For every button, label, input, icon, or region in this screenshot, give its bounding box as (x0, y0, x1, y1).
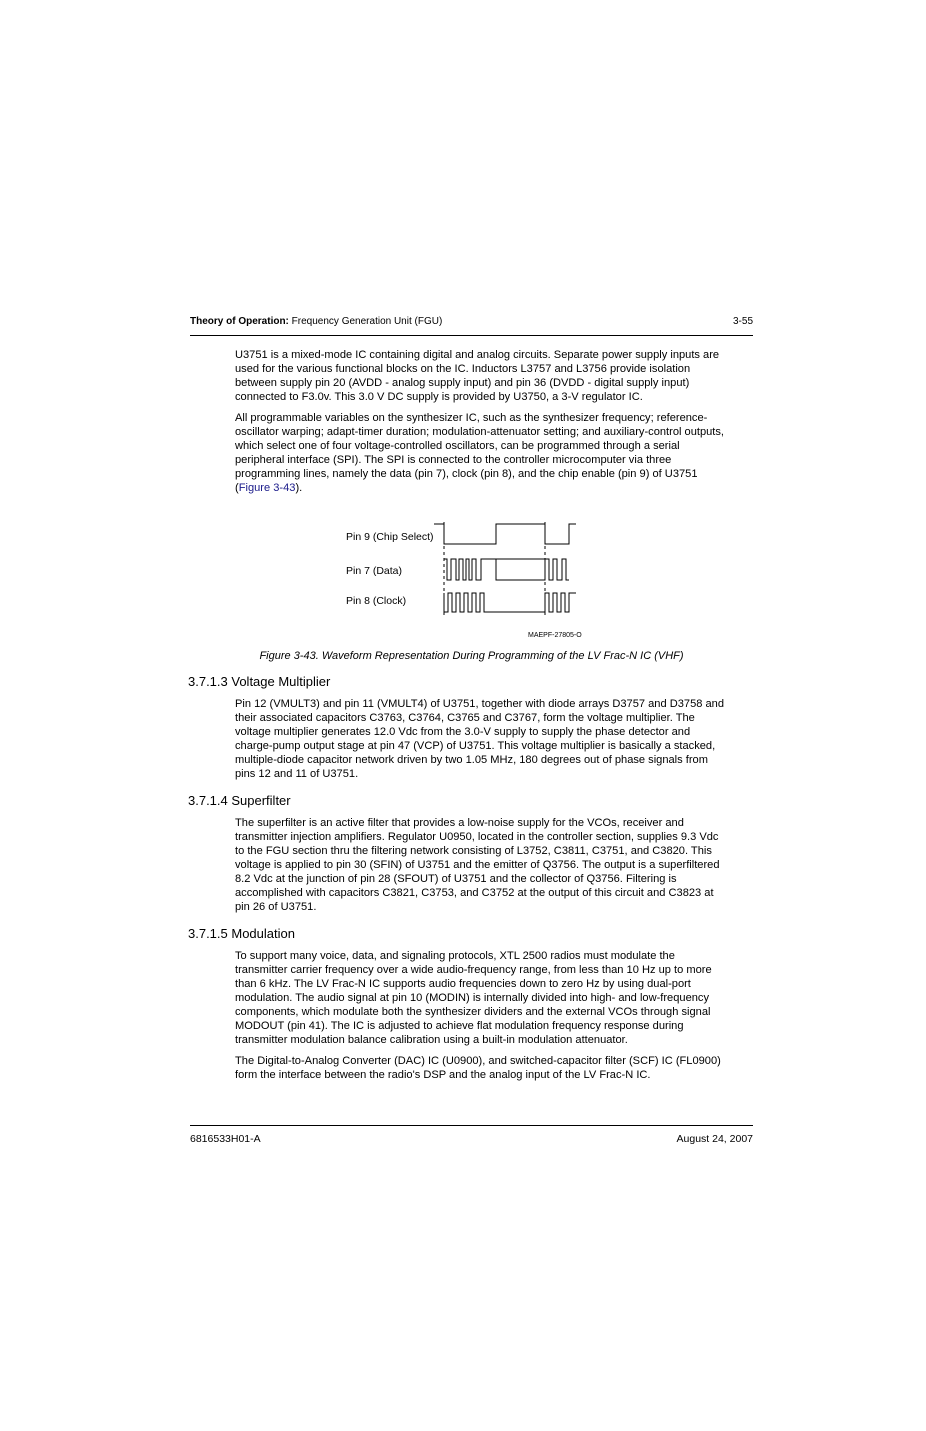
heading-superfilter: 3.7.1.4 Superfilter (188, 793, 291, 808)
intro-paragraph-2-end: ). (295, 482, 303, 494)
superfilter-body: The superfilter is an active filter that provides a low-noise supply for the VCOs, receiver and transmitter injection amplifiers. Regulator U0950, located in the controller section, supplies 9.3 Vdc to the FGU section thru the filtering network consisting of L3752, C3811, C3751, and C3820. This voltage is applied to pin 30 (SFIN) of U3751 and the emitter of Q3756. The output is a superfiltered 8.2 Vdc at the junction of pin 28 (SFOUT) of U3751 and the collector of Q3756. Filtering is accomplished with capacitors C3821, C3753, and C3752 at the output of this circuit and C3823 at pin 26 of U3751. (235, 817, 720, 913)
voltage-multiplier-body: Pin 12 (VMULT3) and pin 11 (VMULT4) of U3751, together with diode arrays D3757 and D3758 and their associated capacitors C3763, C3764, C3765 and C3767, form the voltage multiplier. The voltage multiplier generates 12.0 Vdc from the 3.0-V supply to supply the phase detector and charge-pump output stage at pin 47 (VCP) of U3751. This voltage multiplier is basically a stacked, multiple-diode capacitor network driven by two 1.05 MHz, 180 degrees out of phase signals from pins 12 and 11 of U3751. (235, 698, 725, 780)
modulation-body: To support many voice, data, and signaling protocols, XTL 2500 radios must modulate the transmitter carrier frequency over a wide audio-frequency range, from less than 10 Hz up to more than 6 kHz. The LV Frac-N IC supports audio frequencies down to zero Hz by using dual-port modulation. The audio signal at pin 10 (MODIN) is internally divided into high- and low-frequency components, which modulate both the synthesizer dividers and the external VCOs through signal MODOUT (pin 41). The IC is adjusted to achieve flat modulation frequency response during transmitter modulation balance calibration using a built-in modulation attenuator. (235, 950, 712, 1046)
header-section-title (190, 316, 442, 327)
figure-caption: Figure 3-43. Waveform Representation During Programming of the LV Frac-N IC (VHF) (259, 650, 684, 662)
header-page-number: 3-55 (732, 316, 753, 327)
intro-paragraph-2 (235, 411, 755, 495)
header-section-bold: Theory of Operation: (190, 316, 289, 327)
clock-waveform (444, 593, 576, 612)
footer-date: August 24, 2007 (676, 1133, 753, 1145)
footer-doc-number: 6816533H01-A (190, 1133, 261, 1145)
figure-code: MAEPF-27805-O (528, 632, 582, 639)
signal-label-clock: Pin 8 (Clock) (346, 595, 407, 607)
waveform-figure (346, 522, 582, 644)
figure-link[interactable]: Figure 3-43 (238, 482, 296, 494)
header-rule (190, 335, 753, 336)
footer-rule (190, 1125, 753, 1126)
signal-label-chip-select: Pin 9 (Chip Select) (346, 531, 434, 543)
waveform-diagram (346, 522, 582, 644)
intro-paragraph-1: U3751 is a mixed-mode IC containing digital and analog circuits. Separate power supply inputs are used for the various functional blocks on the IC. Inductors L3757 and L3756 provide isolation between supply pin 20 (AVDD - analog supply input) and pin 36 (DVDD - digital supply input) connected to F3.0v. This 3.0 V DC supply is provided by U3750, a 3-V regulator IC. (235, 349, 720, 403)
running-header (190, 316, 753, 330)
intro-paragraph-2-text: All programmable variables on the synthesizer IC, such as the synthesizer frequency; reference- oscillator warping; adapt-timer duration; modulation-attenuator setting; and auxiliary-control outputs, which select one of four voltage-controlled oscillators, can be programmed through a serial peripheral interface (SPI). The SPI is connected to the controller microcomputer via three programming lines, namely the data (pin 7), clock (pin 8), and the chip enable (pin 9) of U3751 ( (235, 412, 725, 494)
heading-voltage-multiplier: 3.7.1.3 Voltage Multiplier (188, 674, 331, 689)
heading-modulation: 3.7.1.5 Modulation (188, 926, 295, 941)
data-waveform (444, 559, 569, 580)
chip-select-waveform (434, 524, 576, 544)
modulation-body-2: The Digital-to-Analog Converter (DAC) IC (U0900), and switched-capacitor filter (SCF) IC (FL0900) form the interface between the radio's DSP and the analog input of the LV Frac-N IC. (235, 1055, 721, 1081)
header-section-rest: Frequency Generation Unit (FGU) (288, 316, 443, 327)
signal-label-data: Pin 7 (Data) (346, 565, 403, 577)
